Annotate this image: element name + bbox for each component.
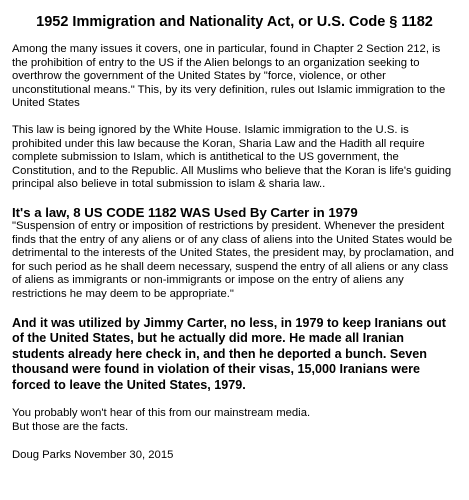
closing-line-media: You probably won't hear of this from our mainstream media. — [12, 407, 311, 420]
signature-line: Doug Parks November 30, 2015 — [12, 448, 174, 461]
closing-line-facts: But those are the facts. — [12, 421, 129, 434]
paragraph-carter-iranians: And it was utilized by Jimmy Carter, no less, in 1979 to keep Iranians out of the United States, but he actually did more. He made all Iranian students already here check in, and then he deported a bunch. Seven thousand were found in violation of their visas, 15,000 Iranians were forced to leave the United States, 1979. — [12, 315, 446, 392]
quoted-statute: "Suspension of entry or imposition of restrictions by president. Whenever the president finds that the entry of any aliens or of any class of aliens into the United States would be detrimental to the interests of the United States, the president may, by proclamation, and for such period as he shall deem necessary, suspend the entry of all aliens or any class of aliens as immigrants or non-immigrants or impose on the entry of aliens any restrictions he may deem to be appropriate." — [12, 219, 454, 300]
document-title: 1952 Immigration and Nationality Act, or U.S. Code § 1182 — [36, 14, 433, 30]
subheading-carter: It's a law, 8 US CODE 1182 WAS Used By Carter in 1979 — [12, 204, 358, 220]
closing-remarks — [12, 407, 457, 434]
paragraph-law-summary: Among the many issues it covers, one in particular, found in Chapter 2 Section 212, is the prohibition of entry to the US if the Alien belongs to an organization seeking to overthrow the government of the United States by "force, violence, or other unconstitutional means." This, by its very definition, rules out Islamic immigration to the United States — [12, 43, 446, 110]
paragraph-white-house: This law is being ignored by the White House. Islamic immigration to the U.S. is prohibited under this law because the Koran, Sharia Law and the Hadith all require complete submission to Islam, which is antithetical to the US government, the Constitution, and to the Republic. All Muslims who believe that the Koran is life's guiding principal also believe in total submission to islam & sharia law.. — [12, 123, 452, 191]
